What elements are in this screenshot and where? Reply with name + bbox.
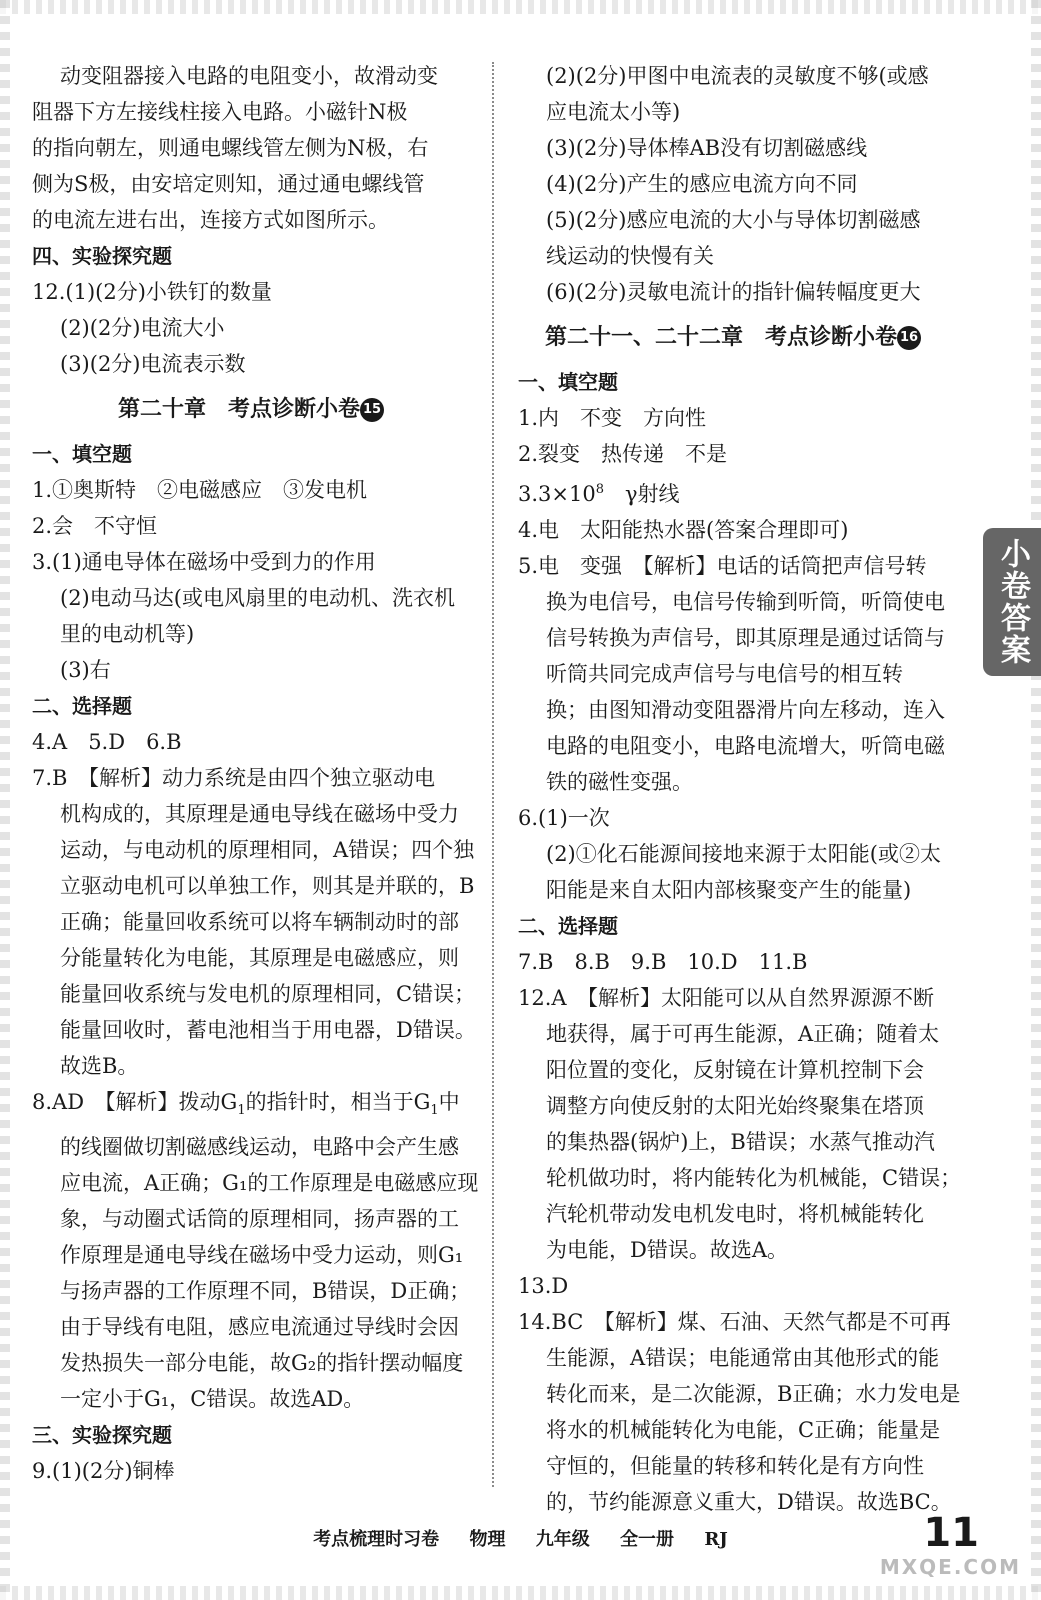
explanation-line: 汽轮机带动发电机发电时，将机械能转化 [546,1202,924,1226]
explanation-line: 换为电信号，电信号传输到听筒，听筒使电 [546,590,945,614]
explanation-line: 能量回收系统与发电机的原理相同，C错误； [60,982,476,1006]
section-heading: 二、选择题 [32,694,132,718]
explanation-line: 电路的电阻变小，电路电流增大，听筒电磁 [546,734,945,758]
explanation-line: 5.电 变强 【解析】电话的话筒把声信号转 [518,554,927,578]
answer-line [518,472,948,512]
answer-line: (2)①化石能源间接地来源于太阳能(或②太 [546,842,941,866]
explanation-line: 轮机做功时，将内能转化为机械能，C错误； [546,1166,962,1190]
answer-line: (3)(2分)电流表示数 [60,352,246,376]
explanation-line: 听筒共同完成声信号与电信号的相互转 [546,662,903,686]
answer-line: 2.会 不守恒 [32,514,158,538]
answer-line: 6.(1)一次 [518,806,610,830]
chapter-title-20 [32,392,470,428]
answer-line: 13.D [518,1274,569,1298]
answer-text: 3.3×10 [518,482,596,506]
answer-line: 里的电动机等) [60,622,195,646]
explanation-line: 转化而来，是二次能源，B正确；水力发电是 [546,1382,961,1406]
explanation-line: 将水的机械能转化为电能，C正确；能量是 [546,1418,941,1442]
answer-text: γ射线 [604,482,680,506]
chapter-title-text: 第二十一、二十二章 考点诊断小卷 [544,325,897,350]
explanation-line: 作原理是通电导线在磁场中受力运动，则G₁ [60,1243,464,1268]
section-heading: 一、填空题 [518,370,618,394]
answer-line: 阳能是来自太阳内部核聚变产生的能量) [546,878,912,902]
answer-line: 2.裂变 热传递 不是 [518,442,728,466]
explanation-line: 地获得，属于可再生能源，A正确；随着太 [546,1022,940,1046]
answer-line: (3)(2分)导体棒AB没有切割磁感线 [546,136,868,160]
explanation-text: 中 [438,1090,460,1114]
column-divider [492,62,494,1487]
explanation-line: 铁的磁性变强。 [546,770,693,794]
explanation-text: 的指针时，相当于G [245,1090,431,1114]
explanation-line: 12.A 【解析】太阳能可以从自然界源源不断 [518,986,935,1010]
explanation-line: 与扬声器的工作原理不同，B错误，D正确； [60,1279,471,1304]
explanation-line: 的，节约能源意义重大，D错误。故选BC。 [546,1490,952,1514]
section-heading: 三、实验探究题 [32,1423,172,1448]
page-border-top [0,0,1041,14]
explanation-line: 守恒的，但能量的转移和转化是有方向性 [546,1454,924,1478]
explanation-line: 发热损失一部分电能，故G₂的指针摆动幅度 [60,1351,464,1376]
explanation-line: 换；由图知滑动变阻器滑片向左移动，连入 [546,698,945,722]
explanation-line: 能量回收时，蓄电池相当于用电器，D错误。 [60,1018,476,1042]
explanation-line: 正确；能量回收系统可以将车辆制动时的部 [60,910,459,934]
page-border-left [0,0,10,1600]
explanation-line: 运动，与电动机的原理相同，A错误；四个独 [60,838,475,862]
explanation-line: 象，与动圈式话筒的原理相同，扬声器的工 [60,1207,459,1232]
explanation-line: 信号转换为声信号，即其原理是通过话筒与 [546,626,945,650]
answer-line: 12.(1)(2分)小铁钉的数量 [32,280,272,304]
answer-line: (4)(2分)产生的感应电流方向不同 [546,172,858,196]
footer-book-title: 考点梳理时习卷 [313,1529,440,1550]
left-column [32,58,479,1489]
answer-line: 4.A 5.D 6.B [32,730,182,754]
explanation-line: 分能量转化为电能，其原理是电磁感应，则 [60,946,459,970]
section-heading: 二、选择题 [518,914,618,938]
explanation-line: 立驱动电机可以单独工作，则其是并联的，B [60,874,475,898]
answer-line: (2)(2分)电流大小 [60,316,225,340]
footer-volume: 全一册 [620,1529,675,1550]
footer-subject: 物理 [469,1529,506,1550]
intro-line: 侧为S极，由安培定则知，通过通电螺线管 [32,172,425,196]
section-heading: 四、实验探究题 [32,244,172,268]
answer-line: 应电流太小等) [546,100,681,124]
intro-line: 的电流左进右出，连接方式如图所示。 [32,208,389,232]
intro-line: 动变阻器接入电路的电阻变小，故滑动变 [60,64,438,88]
footer-grade: 九年级 [535,1529,590,1550]
explanation-line: 的线圈做切割磁感线运动，电路中会产生感 [60,1135,459,1160]
section-heading: 一、填空题 [32,442,132,466]
page-footer [0,1525,1041,1551]
explanation-line: 应电流，A正确；G₁的工作原理是电磁感应现 [60,1171,479,1196]
chapter-title-text: 第二十章 考点诊断小卷 [117,397,360,422]
answer-line: 3.(1)通电导体在磁场中受到力的作用 [32,550,376,574]
right-column [518,58,962,1520]
footer-edition: RJ [704,1529,728,1550]
explanation-line: 7.B 【解析】动力系统是由四个独立驱动电 [32,766,435,790]
answer-line: 7.B 8.B 9.B 10.D 11.B [518,950,808,974]
intro-line: 阻器下方左接线柱接入电路。小磁针N极 [32,100,408,124]
answer-line: (2)电动马达(或电风扇里的电动机、洗衣机 [60,586,455,610]
explanation-text: 8.AD 【解析】拨动G [32,1090,238,1114]
site-watermark: MXQE.COM [879,1555,1021,1579]
explanation-line: 的集热器(锅炉)上，B错误；水蒸气推动汽 [546,1130,935,1154]
quiz-number-badge: 16 [897,326,921,350]
answer-line: 1.内 不变 方向性 [518,406,707,430]
page-border-bottom [0,1586,1041,1600]
explanation-line: 14.BC 【解析】煤、石油、天然气都是不可再 [518,1310,951,1334]
answer-line: 1.①奥斯特 ②电磁感应 ③发电机 [32,478,368,502]
explanation-line: 由于导线有电阻，感应电流通过导线时会因 [60,1315,459,1340]
explanation-line: 调整方向使反射的太阳光始终聚集在塔顶 [546,1094,924,1118]
answers-side-tab: 小卷答案 [983,528,1041,676]
explanation-line: 8.AD 【解析】拨动$G_1$的指针时，相当于$G_1$中 [32,1090,460,1119]
explanation-line: 阳位置的变化，反射镜在计算机控制下会 [546,1058,924,1082]
explanation-line: 故选B。 [60,1054,139,1078]
answer-line: 4.电 太阳能热水器(答案合理即可) [518,518,849,542]
explanation-line: 为电能，D错误。故选A。 [546,1238,789,1262]
answer-line: 9.(1)(2分)铜棒 [32,1459,175,1484]
intro-line: 的指向朝左，则通电螺线管左侧为N极，右 [32,136,429,160]
page-border-right [1031,0,1041,1600]
explanation-line: 机构成的，其原理是通电导线在磁场中受力 [60,802,459,826]
answer-line: (2)(2分)甲图中电流表的灵敏度不够(或感 [546,64,929,88]
answer-line: 线运动的快慢有关 [546,244,714,268]
explanation-line: 生能源，A错误；电能通常由其他形式的能 [546,1346,940,1370]
answer-line: (6)(2分)灵敏电流计的指针偏转幅度更大 [546,280,921,304]
explanation-line: 一定小于G₁，C错误。故选AD。 [60,1387,365,1412]
quiz-number-badge: 15 [360,398,384,422]
exponent: 8 [595,482,604,497]
page-number: 11 [923,1510,979,1556]
answer-line: (3)右 [60,658,111,682]
chapter-title-21-22 [518,320,948,356]
answer-line: (5)(2分)感应电流的大小与导体切割磁感 [546,208,921,232]
